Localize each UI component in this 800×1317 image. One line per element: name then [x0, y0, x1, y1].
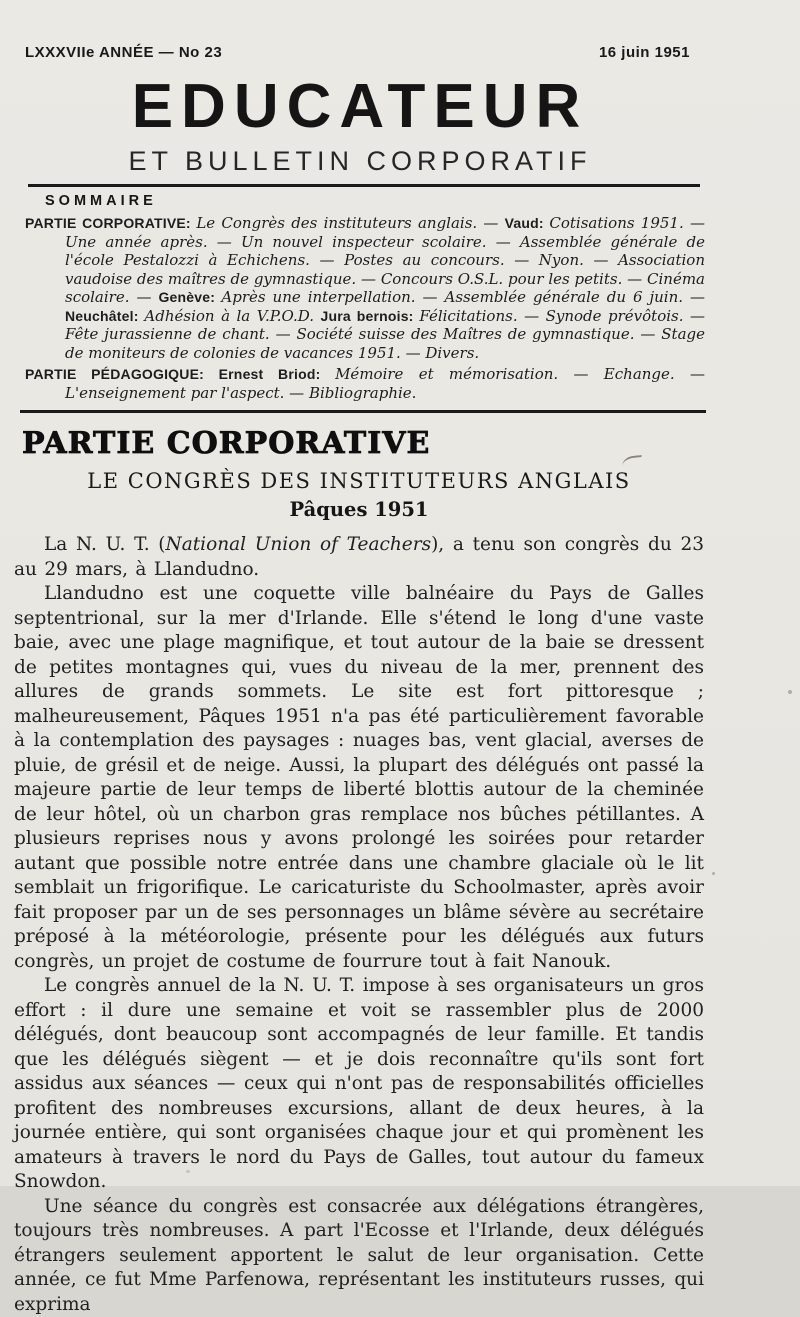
masthead-subtitle: ET BULLETIN CORPORATIF — [15, 146, 705, 177]
paragraph-text: ), a tenu son congrès du 23 au 29 mars, à Llandudno. — [14, 534, 704, 580]
scan-speck — [186, 1170, 190, 1173]
sommaire-label-geneve: Genève: — [158, 289, 221, 305]
paragraph-text: La N. U. T. ( — [44, 534, 166, 555]
sommaire-label-vaud: Vaud: — [505, 215, 550, 231]
masthead-title: EDUCATEUR — [15, 74, 705, 139]
paragraph-text: Une séance du congrès est consacrée aux délégations étrangères, toujours très nombreuses. A part l'Ecosse et l'Irlande, deux délégués étrangers seulement apportent le salut de leur organisation. Cette année, ce fut Mme Parfenowa, représentant les instituteurs russes, qui exprima — [14, 1196, 704, 1315]
masthead-rule — [28, 184, 700, 187]
sommaire-text: Le Congrès des instituteurs anglais. — — [196, 214, 504, 232]
article-paragraph — [14, 1195, 704, 1317]
sommaire-section — [25, 193, 705, 402]
article-title: LE CONGRÈS DES INSTITUTEURS ANGLAIS — [14, 469, 704, 494]
issue-date: 16 juin 1951 — [599, 44, 690, 61]
scan-speck — [788, 690, 792, 694]
sommaire-entry-corporative — [25, 214, 705, 362]
scan-speck — [712, 872, 715, 875]
sommaire-text: Après une interpellation. — Assemblée générale du 6 juin. — — [221, 288, 705, 306]
paragraph-text: Llandudno est une coquette ville balnéaire du Pays de Galles septentrional, sur la mer d'Irlande. Elle s'étend le long d'une vaste baie, avec une plage magnifique, et tout autour de la baie se dressent de petites montagnes qui, vues du niveau de la mer, prennent des allures de grands sommets. Le site est fort pittoresque ; malheureusement, Pâques 1951 n'a pas été particulièrement favorable à la contemplation des paysages : nuages bas, vent glacial, averses de pluie, de grésil et de neige. Aussi, la plupart des délégués ont passé la majeure partie de leur temps de liberté blottis autour de la cheminée de leur hôtel, où un charbon gras remplace nos bûches pétillantes. A plusieurs reprises nous y avons prolongé les soirées pour retarder autant que possible notre entrée dans une chambre glaciale où le lit semblait un frigorifique. Le caricaturiste du Schoolmaster, après avoir fait proposer par un de ses personnages un blâme sévère au secrétaire préposé à la météorologie, présente pour les délégués aux futurs congrès, un projet de costume de fourrure tout à fait Nanouk. — [14, 583, 704, 972]
article-paragraph — [14, 533, 704, 582]
page-header — [25, 44, 690, 61]
article-paragraph — [14, 974, 704, 1195]
sommaire-text: Félicitations. — Synode prévôtois. — Fête jurassienne de chant. — Société suisse des Maîtres de gymnastique. — Stage de moniteurs de colonies de vacances 1951. — Divers. — [65, 307, 705, 362]
sommaire-rule — [20, 410, 706, 413]
article-subtitle: Pâques 1951 — [14, 498, 704, 521]
article — [14, 427, 704, 1317]
sommaire-text: Cotisations 1951. — Une année après. — Un nouvel inspecteur scolaire. — Assemblée générale de l'école Pestalozzi à Echichens. — Postes au concours. — Nyon. — Association vaudoise des maîtres de gymnastique. — Concours O.S.L. pour les petits. — Cinéma scolaire. — — [65, 214, 705, 306]
sommaire-text: Mémoire et mémorisation. — Echange. — L'enseignement par l'aspect. — Bibliographie. — [65, 365, 705, 402]
paragraph-text: Le congrès annuel de la N. U. T. impose à ses organisateurs un gros effort : il dure une semaine et voit se rassembler plus de 2000 délégués, dont beaucoup sont accompagnés de leur famille. Et tandis que les délégués siègent — et je dois reconnaître qu'ils sont fort assidus aux séances — ceux qui n'ont pas de responsabilités officielles profitent des nombreuses excursions, allant de deux heures, à la journée entière, qui sont organisées chaque jour et qui promènent les amateurs à travers le nord du Pays de Galles, tout autour du fameux Snowdon. — [14, 975, 704, 1192]
sommaire-text: Adhésion à la V.P.O.D. — [144, 307, 320, 325]
sommaire-label-neuchatel: Neuchâtel: — [65, 308, 144, 324]
paragraph-text-italic: National Union of Teachers — [166, 534, 432, 555]
sommaire-entry-pedagogique — [25, 365, 705, 402]
edition-number: LXXXVIIe ANNÉE — No 23 — [25, 44, 222, 61]
sommaire-label-partie-corporative: PARTIE CORPORATIVE: — [25, 215, 196, 231]
sommaire-label-partie-pedagogique: PARTIE PÉDAGOGIQUE: — [25, 366, 219, 382]
sommaire-label-jura-bernois: Jura bernois: — [321, 308, 420, 324]
article-paragraph — [14, 582, 704, 974]
content-column — [0, 184, 706, 1317]
sommaire-heading: SOMMAIRE — [45, 193, 705, 209]
article-section-title: PARTIE CORPORATIVE — [22, 427, 704, 460]
sommaire-label-ernest-briod: Ernest Briod: — [219, 366, 335, 382]
